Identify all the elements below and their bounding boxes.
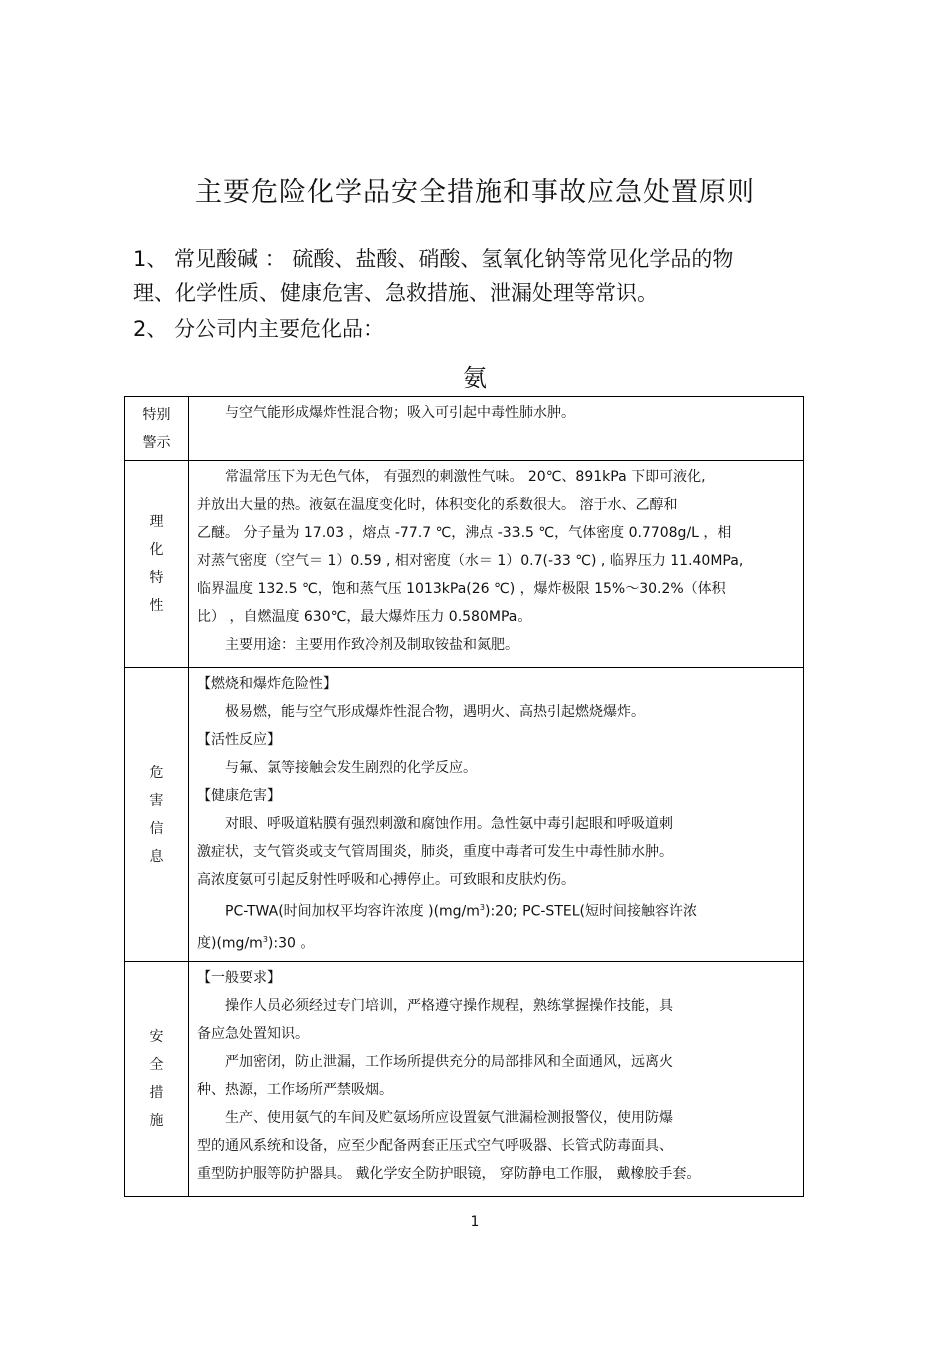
safety-line: 重型防护服等防护器具。 戴化学安全防护眼镜， 穿防静电工作服， 戴橡胶手套。	[197, 1166, 701, 1183]
safety-line: 备应急处置知识。	[197, 1026, 309, 1043]
table-row-warning	[125, 397, 804, 461]
intro-line-3: 2、 分公司内主要危化品：	[133, 317, 385, 341]
safety-heading: 【一般要求】	[197, 970, 281, 987]
intro-line-2: 理、化学性质、健康危害、急救措施、泄漏处理等常识。	[133, 281, 658, 305]
reactive-heading: 【活性反应】	[197, 732, 281, 748]
health-line: 激症状，支气管炎或支气管周围炎，肺炎，重度中毒者可发生中毒性肺水肿。	[197, 844, 673, 860]
page-number: 1	[470, 1214, 480, 1230]
intro-text	[133, 242, 793, 346]
page-title: 主要危险化学品安全措施和事故应急处置原则	[195, 177, 755, 208]
chemical-info-table	[124, 396, 804, 1197]
properties-line: 临界温度 132.5 ℃，饱和蒸气压 1013kPa(26 ℃) ，爆炸极限 15%～30.2%（体积	[197, 581, 726, 597]
row-label-safety: 安 全 措 施	[125, 962, 189, 1197]
table-row-properties	[125, 461, 804, 668]
properties-line: 乙醚。 分子量为 17.03 ，熔点 -77.7 ℃，沸点 -33.5 ℃，气体密度 0.7708g/L ，相	[197, 525, 732, 541]
table-row-safety	[125, 962, 804, 1197]
health-line: 对眼、呼吸道粘膜有强烈刺激和腐蚀作用。急性氨中毒引起眼和呼吸道刺	[225, 816, 673, 832]
table-row-hazard	[125, 668, 804, 962]
safety-line: 型的通风系统和设备，应至少配备两套正压式空气呼吸器、长管式防毒面具、	[197, 1138, 673, 1155]
reactive-text: 与氟、氯等接触会发生剧烈的化学反应。	[225, 760, 477, 776]
row-label-properties: 理 化 特 性	[125, 461, 189, 668]
section-title: 氨	[463, 364, 487, 392]
exposure-limit-line: 度)$(mg/m^3):30$ 。	[197, 934, 315, 952]
safety-line: 操作人员必须经过专门培训，严格遵守操作规程，熟练掌握操作技能，具	[225, 998, 673, 1015]
properties-line: 常温常压下为无色气体， 有强烈的刺激性气味。 20℃、891kPa 下即可液化,	[225, 469, 706, 485]
warning-text: 与空气能形成爆炸性混合物；吸入可引起中毒性肺水肿。	[225, 405, 575, 421]
health-line: 高浓度氨可引起反射性呼吸和心搏停止。可致眼和皮肤灼伤。	[197, 872, 575, 888]
health-heading: 【健康危害】	[197, 788, 281, 804]
intro-line-1: 1、 常见酸碱 ： 硫酸、盐酸、硝酸、氢氧化钠等常见化学品的物	[133, 247, 734, 271]
row-label-hazard: 危 害 信 息	[125, 668, 189, 962]
properties-line: 比） ，自燃温度 630℃，最大爆炸压力 0.580MPa。	[197, 609, 532, 625]
safety-content	[189, 962, 804, 1197]
fire-text: 极易燃，能与空气形成爆炸性混合物，遇明火、高热引起燃烧爆炸。	[225, 704, 645, 720]
safety-line: 生产、使用氨气的车间及贮氨场所应设置氨气泄漏检测报警仪，使用防爆	[225, 1110, 673, 1127]
row-label-warning: 特别 警示	[125, 397, 189, 461]
properties-content	[189, 461, 804, 668]
warning-content	[189, 397, 804, 461]
properties-usage: 主要用途：主要用作致冷剂及制取铵盐和氮肥。	[225, 637, 519, 653]
safety-line: 种、热源，工作场所严禁吸烟。	[197, 1082, 393, 1099]
safety-line: 严加密闭，防止泄漏，工作场所提供充分的局部排风和全面通风，远离火	[225, 1054, 673, 1071]
exposure-limit-line: PC-TWA(时间加权平均容许浓度 )$(mg/m^3):20$; PC-STEL(短时间接触容许浓	[225, 903, 697, 920]
properties-line: 并放出大量的热。液氨在温度变化时，体积变化的系数很大。 溶于水、乙醇和	[197, 497, 678, 513]
properties-line: 对蒸气密度（空气＝ 1）0.59 , 相对密度（水＝ 1）0.7(-33 ℃) , 临界压力 11.40MPa,	[197, 553, 744, 569]
hazard-content	[189, 668, 804, 962]
fire-heading: 【燃烧和爆炸危险性】	[197, 676, 337, 692]
